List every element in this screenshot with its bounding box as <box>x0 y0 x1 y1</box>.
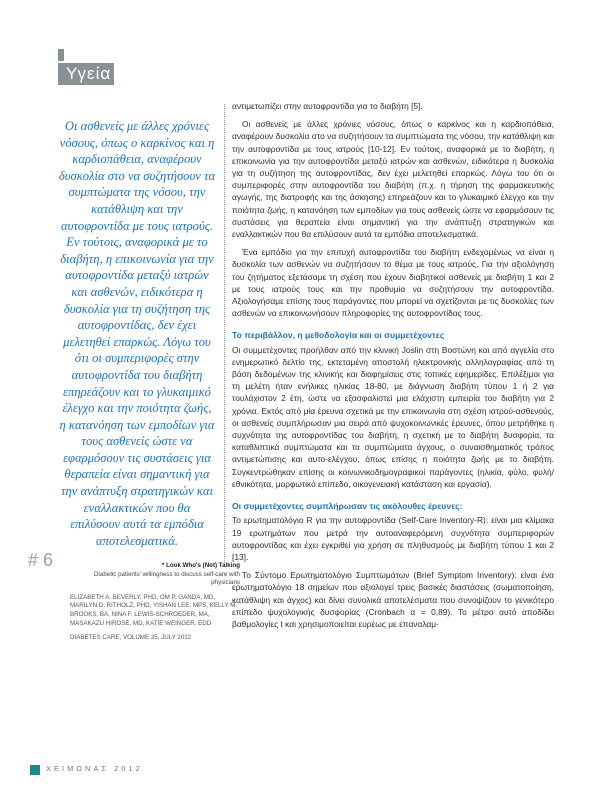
page-side-number: # 6 <box>28 550 54 570</box>
citation-authors: ELIZABETH A. BEVERLY, PHD, OM P. GANDA, MD, MARILYN D. RITHOLZ, PHD, YISHAN LEE, MPS, KELLY M. BROOKS, BA, NINA F. LEWIS-SCHROEDER, MA, MASAKAZU HIROSE, MD, KATIE WEINGER, EDD <box>70 593 237 627</box>
body-text <box>232 100 554 636</box>
section-title: Υγεία <box>66 64 112 83</box>
section-tab <box>58 63 114 85</box>
citation-journal: DIABETES CARE, VOLUME 35, JULY 2012 <box>70 634 192 642</box>
footer-issue-label: ΧΕΙΜΩΝΑΣ 2012 <box>46 764 143 773</box>
citation-title: * Look Who's (Not) Talking <box>161 562 240 569</box>
section-tab-notch <box>58 49 64 61</box>
article-citation <box>70 562 240 643</box>
body-paragraph-4: Οι συμμετέχοντες προήλθαν από την κλινική Joslin στη Βοστώνη και από αγγελία στο ενημερωτικό δελτίο της, εκτεταμένη αποστολή ηλεκτρονικής αλληλογραφίας από τη βάση δεδομένων της κλινικής και διαφημίσεις στις τοπικές εφημερίδες. Επιλέξιμοι για τη μελέτη ήταν ενήλικες ηλικίας 18-80, με διάγνωση διαβήτη τύπου 1 ή 2 για τουλάχιστον 2 έτη, ώστε να εξασφαλιστεί μια ελάχιστη εμπειρία του διαβήτη για 2 χρόνια. Εκτός από μία έρευνα σχετικά με την επικοινωνία στη σχέση ιατρού-ασθενούς, οι ασθενείς συμπλήρωσαν μια σειρά από ψυχοκοινωνικές έρευνες, όπου μετρήθηκε η συχνότητα της αυτοφροντίδας του διαβήτη, η σχετική με το διαβήτη δυσφορία, τα καταθλιπτικά συμπτώματα και τα συμπτώματα άγχους, ο συναισθηματικός τρόπος αντιμετώπισης και αυτο-ελέγχου, όπως επίσης η ποιότητα ζωής με το διαβήτη. Συγκεντρώθηκαν επίσης οι κοινωνικοδημογραφικοί παράγοντες (ηλικία, φύλο, φυλή/εθνικότητα, μορφωτικό επίπεδο, οικογενειακή κατάσταση και εργασία). <box>232 344 554 489</box>
citation-subtitle: Diabetic patients' willingness to discuss self-care with physicians <box>94 570 240 587</box>
section-heading-methodology: Το περιβάλλον, η μεθοδολογία και οι συμμετέχοντες <box>232 330 445 341</box>
section-heading-surveys: Οι συμμετέχοντες συμπλήρωσαν τις ακόλουθες έρευνες: <box>232 501 463 512</box>
column-divider <box>224 104 225 563</box>
body-paragraph-5: Το ερωτηματολόγιο R για την αυτοφροντίδα (Self-Care Inventory-R): είναι μια κλίμακα 19 ερωτημάτων που μετρά την αυτοαναφερόμενη συχνότητα συμπεριφορών αυτοφροντίδας και έχει εγκριθεί για χρήση σε πληθυσμούς με διαβήτη τύπου 1 και 2 [13]. <box>232 515 554 562</box>
body-paragraph-1: αντιμετωπίζει στην αυτοφροντίδα για το διαβήτη [5]. <box>232 101 423 111</box>
body-paragraph-2: Οι ασθενείς με άλλες χρόνιες νόσους, όπως ο καρκίνος και η καρδιοπάθεια, αναφέρουν δυσκολία στο να συζητήσουν τα συμπτώματα της νόσου, την κατάθλιψη και την αυτοφροντίδα με τους ιατρούς [10-12]. Εν τούτοις, αναφορικά με το διαβήτη, η επικοινωνία για την αυτοφροντίδα μεταξύ ιατρών και ασθενών, ειδικότερα η δυσκολία για τη συζήτηση της αυτοφροντίδας, δεν έχει μελετηθεί επαρκώς. Λόγω του ότι οι συμπεριφορές στην αυτοφροντίδα του διαβήτη (π.χ. η τήρηση της φαρμακευτικής αγωγής, της διατροφής και της άσκησης) επηρεάζουν και το γλυκαιμικό έλεγχο και την ποιότητα ζωής, η κατανόηση των εμποδίων για τους ασθενείς ώστε να εφαρμόσουν τις συστάσεις για θεραπεία είναι σημαντική για την ανάπτυξη στρατηγικών και εναλλακτικών που θα επιλύσουν αυτά τα εμπόδια αποτελεσματικά. <box>232 119 554 240</box>
footer-square-icon <box>30 765 40 775</box>
body-paragraph-3: Ένα εμπόδιο για την επιτυχή αυτοφροντίδα του διαβήτη ενδεχομένως να είναι η δυσκολία των ασθενών να συζητήσουν το θέμα με τους ιατρούς. Για την αξιολόγηση του ζητήματος εξετάσαμε τη σχέση που έχουν διαβητικοί ασθενείς με διαβήτη 1 και 2 με τους ιατρούς τους και την προθυμία να συζητήσουν την αυτοφροντίδα. Αξιολογήσαμε επίσης τους παράγοντες που μπορεί να σχετίζονται με τις δυσκολίες των ασθενών να επικοινωνήσουν πληροφορίες της αυτοφροντίδας τους. <box>232 247 554 319</box>
body-paragraph-6: Το Σύντομο Ερωτηματολόγιο Συμπτωμάτων (Brief Symptom Inventory): είναι ένα ερωτηματολόγιο 18 σημείων που αξιολογεί τρεις βασικές διαστάσεις (σωματοποίηση, κατάθλιψη και άγχος) και δίνει συνολικά αποτελέσματα που συνοψίζουν το γενικότερο επίπεδο ψυχολογικής δυσφορίας (Cronbach α = 0,89). Το μέτρο αυτό αποδίδει βαθμολογίες t και χρησιμοποιείται ευρέως με επαναλαμ- <box>232 570 554 629</box>
pull-quote: Οι ασθενείς με άλλες χρόνιες νόσους, όπως ο καρκίνος και η καρδιοπάθεια, αναφέρουν δυσκολία στο να συζητήσουν τα συμπτώματα της νόσου, την κατάθλιψη και την αυτοφροντίδα με τους ιατρούς. Εν τούτοις, αναφορικά με το διαβήτη, η επικοινωνία για την αυτοφροντίδα μεταξύ ιατρών και ασθενών, ειδικότερα η δυσκολία για τη συζήτηση της αυτοφροντίδας, δεν έχει μελετηθεί επαρκώς. Λόγω του ότι οι συμπεριφορές στην αυτοφροντίδα του διαβήτη επηρεάζουν και το γλυκαιμικό έλεγχο και την ποιότητα ζωής, η κατανόηση των εμποδίων για τους ασθενείς ώστε να εφαρμόσουν τις συστάσεις για θεραπεία είναι σημαντική για την ανάπτυξη στρατηγικών και εναλλακτικών που θα επιλύσουν αυτά τα εμπόδια αποτελεσματικά. <box>58 119 216 548</box>
